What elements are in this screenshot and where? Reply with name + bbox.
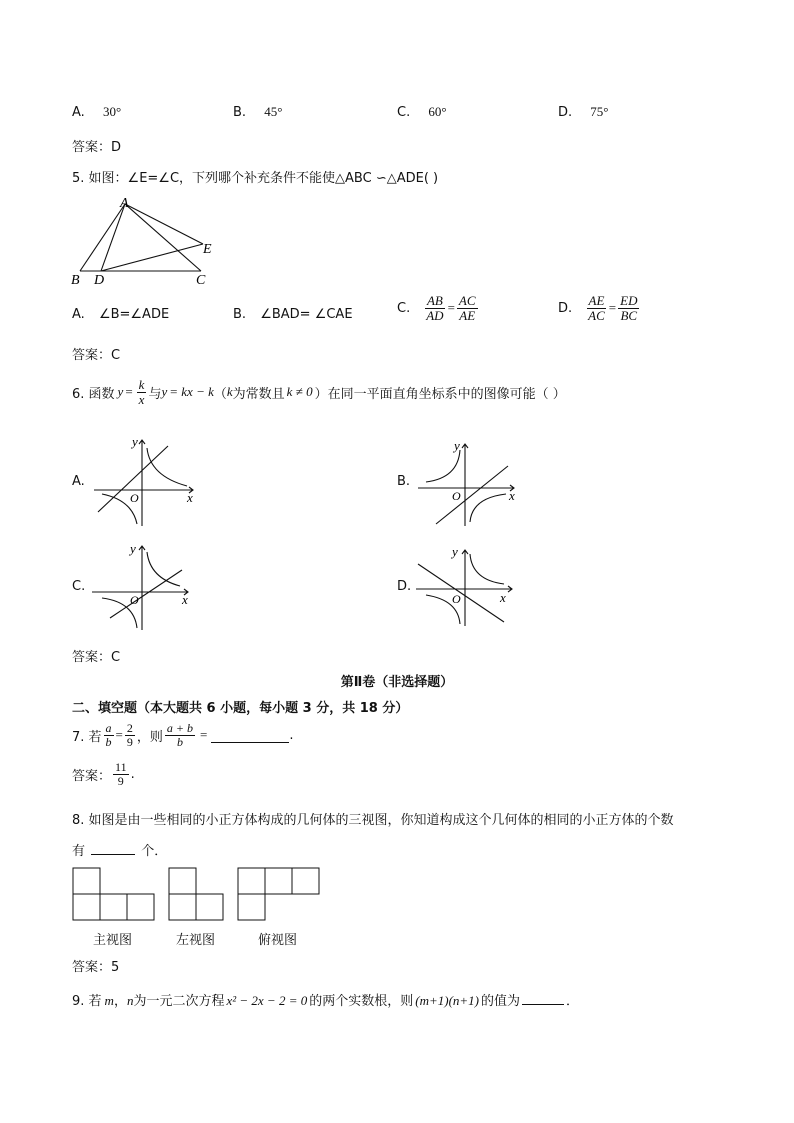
q6-answer: 答案：C [72,650,121,665]
option-text: ∠BAD= ∠CAE [260,307,353,322]
q6-graph-b [414,438,524,528]
option-text: 75° [590,104,609,119]
equals-sign: = [447,300,455,316]
hyperbola-branch [147,448,187,486]
q5-option-a [72,307,169,322]
stem-text: 与 [148,386,162,402]
top-view-label: 俯视图 [258,933,298,948]
hyperbola-branch [470,494,506,522]
q8-answer: 答案：5 [72,960,120,975]
stem-text: ． [566,994,580,1009]
var-y: y [161,384,168,400]
fraction [125,722,135,748]
hyperbola-branch [470,554,504,584]
stem-text: ， [113,994,127,1009]
fraction [113,761,129,787]
origin-label: O [452,489,461,503]
fraction [618,294,639,322]
linear-expression: = kx − k [169,384,214,400]
hyperbola-branch [426,450,460,482]
origin-label: O [130,593,139,607]
numerator: AE [588,293,605,308]
q5-option-b [233,307,353,322]
axis-y-label: y [132,434,138,449]
stem-text: 有 [72,844,86,859]
stem-text: 为一元二次方程 [133,994,225,1009]
fraction [586,294,607,322]
axis-x-label: x [182,592,188,607]
stem-text: 的值为 [481,994,521,1009]
answer-label: 答案： [72,768,112,784]
q6-graph-a [90,434,200,528]
answer-blank[interactable] [522,992,564,1005]
stem-text: 6. 函数 [72,386,115,402]
q7-stem [72,722,294,748]
option-letter: D. [558,300,573,316]
equals-sign: = [125,384,133,400]
q4-option-b [233,104,282,120]
denominator: 9 [126,734,133,749]
label-a: A [120,196,129,211]
option-letter: A. [72,307,85,322]
q5-option-d [558,294,641,322]
var-k: k [226,384,233,400]
top-view [238,868,319,920]
denominator: x [138,391,145,407]
fraction [424,294,445,322]
q4-option-a [72,104,121,120]
q8-three-views [70,866,324,924]
stem-text: ）在同一平面直角坐标系中的图像可能（ ） [314,386,566,402]
q6-graph-d [412,544,522,628]
q5-answer: 答案：C [72,348,121,363]
fraction [457,294,478,322]
axis-y-label: y [130,541,136,556]
numerator: 11 [115,760,127,774]
period: . [289,727,294,743]
axis-x-label: x [500,590,506,605]
q5-option-c [397,294,480,322]
option-letter: D. [558,105,573,120]
answer-blank[interactable] [211,728,289,743]
var-n: n [126,993,134,1008]
label-d: D [94,273,105,288]
denominator: b [105,734,112,749]
section-heading: 二、填空题（本大题共 6 小题，每小题 3 分，共 18 分） [72,701,409,716]
condition-expression: k ≠ 0 [286,384,313,400]
equation: x² − 2x − 2 = 0 [226,993,308,1008]
q6-option-d-letter: D. [397,579,412,594]
q6-option-b-letter: B. [397,474,411,489]
front-view-label: 主视图 [93,933,133,948]
var-m: m [104,993,114,1008]
stem-text: （ [213,386,227,402]
label-b: B [71,273,80,288]
denominator: BC [620,307,638,323]
label-e: E [203,242,212,257]
denominator: AC [588,307,605,323]
front-view [73,868,154,920]
axis-y-label: y [452,544,458,559]
q9-stem [72,990,579,1009]
equals-sign: = [608,300,617,316]
numerator: a [105,721,112,735]
option-letter: B. [233,105,247,120]
left-view-label: 左视图 [176,933,216,948]
line-graph [418,564,504,622]
equals-sign: = [200,727,208,743]
denominator: 9 [117,773,124,788]
option-text: 60° [428,104,447,119]
option-text: ∠B=∠ADE [98,307,170,322]
option-text: 30° [102,104,122,119]
var-y: y [117,384,124,400]
stem-text: 的两个实数根，则 [309,994,414,1009]
q8-stem: 8. 如图是由一些相同的小正方体构成的几何体的三视图，你知道构成这个几何体的相同的小正方体的个数 [72,813,674,828]
q5-triangle-figure [68,194,228,288]
option-letter: C. [397,105,411,120]
fraction [104,722,114,748]
stem-text: 为常数且 [232,386,285,402]
q6-graph-c [88,540,198,632]
option-letter: B. [233,307,247,322]
origin-label: O [452,592,461,606]
numerator: 2 [126,721,133,735]
q4-answer: 答案：D [72,140,122,155]
q4-option-c [397,104,447,120]
stem-text: 个． [141,844,168,859]
answer-blank[interactable] [91,842,135,855]
stem-text: 7. 若 [72,729,102,745]
q4-option-d [558,104,609,120]
numerator: a + b [166,721,194,735]
numerator: AB [426,293,443,308]
option-letter: C. [397,300,411,316]
q6-option-a-letter: A. [72,474,85,489]
numerator: AC [458,293,476,308]
section-title: 第Ⅱ卷（非选择题） [340,675,454,690]
origin-label: O [130,491,139,505]
stem-text: ，则 [136,729,163,745]
denominator: AD [426,307,444,323]
q8-stem-line2 [72,840,167,859]
stem-text: 9. 若 [72,994,102,1009]
numerator: ED [620,293,638,308]
fraction [137,378,147,406]
axis-x-label: x [509,488,515,503]
axis-x-label: x [187,490,193,505]
label-c: C [196,273,206,288]
axis-y-label: y [454,438,460,453]
expression: (m+1)(n+1) [415,993,479,1008]
q6-option-c-letter: C. [72,579,86,594]
fraction [165,722,195,748]
period: . [130,766,135,782]
q7-answer [72,761,135,787]
equals-sign: = [115,727,123,743]
denominator: b [176,734,183,749]
denominator: AE [459,307,476,323]
numerator: k [138,377,145,392]
q5-stem: 5. 如图：∠E=∠C，下列哪个补充条件不能使△ABC ∽△ADE( ) [72,171,439,186]
option-text: 45° [264,104,283,119]
left-view [169,868,223,920]
option-letter: A. [72,105,85,120]
line-graph [110,570,182,618]
q6-stem [72,378,566,406]
hyperbola-branch [147,552,180,586]
